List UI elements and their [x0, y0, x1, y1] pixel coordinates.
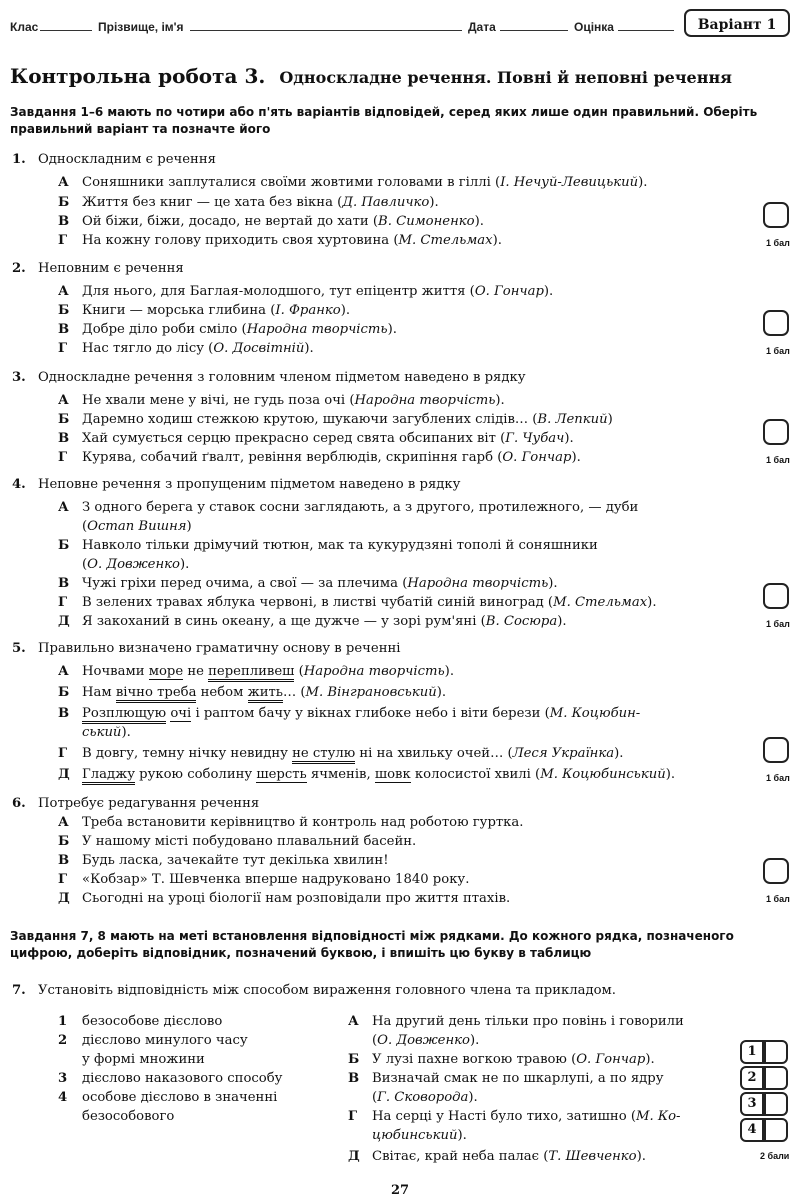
match-right-a-continued: [372, 1033, 479, 1048]
option-author: М. Ко-: [636, 1109, 681, 1124]
option-letter: Г: [58, 595, 68, 610]
page-title: [10, 64, 732, 88]
score-label: 1 бал: [766, 894, 790, 904]
match-number: 2: [58, 1033, 68, 1048]
option-author: Леся Українка: [512, 746, 615, 761]
text-part: Ночвами: [82, 664, 149, 679]
option-author: О. Довженко: [377, 1033, 470, 1048]
option-author: цюбинський: [372, 1128, 458, 1143]
option-2c[interactable]: [58, 322, 397, 337]
option-end: ).: [340, 303, 351, 318]
option-author: М. Коцюбин-: [549, 706, 641, 721]
grade-field[interactable]: [618, 30, 674, 31]
text-part: ячменів,: [306, 767, 375, 782]
option-2d[interactable]: [58, 341, 314, 356]
text-part: колосистої хвилі (: [410, 767, 541, 782]
match-text: безособове дієслово: [82, 1014, 223, 1029]
option-end: ).: [571, 450, 581, 465]
match-text: У лузі пахне вогкою травою (: [372, 1052, 577, 1067]
name-field[interactable]: [190, 30, 462, 31]
option-paren: (: [372, 1033, 378, 1048]
option-letter: Г: [58, 341, 68, 356]
page-number: 27: [390, 1183, 410, 1198]
subject-underline: море: [148, 664, 184, 679]
option-4a[interactable]: [58, 500, 638, 515]
option-letter: Б: [58, 195, 70, 210]
option-1c[interactable]: [58, 214, 484, 229]
match-right-a: [348, 1014, 684, 1029]
question-text: Потребує редагування речення: [38, 796, 260, 811]
text-part: не: [183, 664, 209, 679]
question-5: [12, 641, 401, 656]
option-letter: Б: [58, 834, 70, 849]
question-3: [12, 370, 525, 385]
option-end: ).: [548, 576, 558, 591]
text-part: (: [294, 664, 304, 679]
option-5c[interactable]: [58, 706, 640, 721]
option-text: Будь ласка, зачекайте тут декілька хвилин!: [82, 853, 389, 868]
option-5b[interactable]: [58, 685, 446, 700]
question-number: 6.: [12, 796, 26, 811]
match-left-1: [58, 1014, 222, 1029]
option-3a[interactable]: [58, 393, 505, 408]
option-6a[interactable]: [58, 815, 523, 830]
option-letter: В: [58, 576, 70, 591]
option-text: На кожну голову приходить своя хуртовина (: [82, 233, 399, 248]
match-text: На другий день тільки про повінь і говорили: [372, 1014, 684, 1029]
option-1b[interactable]: [58, 195, 439, 210]
option-letter: Д: [58, 767, 70, 782]
option-author: Г. Чубач: [505, 431, 565, 446]
option-letter: А: [58, 815, 69, 830]
option-4c[interactable]: [58, 576, 558, 591]
match-left-2-continued: у формі множини: [82, 1052, 205, 1067]
predicate-underline: перепливеш: [208, 664, 294, 682]
option-letter: А: [58, 500, 69, 515]
option-end: ).: [474, 214, 484, 229]
match-text: дієслово наказового способу: [82, 1071, 283, 1086]
question-text: Установіть відповідність між способом вираження головного члена та прикладом.: [38, 983, 617, 998]
match-right-d: [348, 1109, 681, 1124]
option-text: Сьогодні на уроці біології нам розповідали про життя птахів.: [82, 891, 511, 906]
option-end: ).: [429, 195, 439, 210]
option-text: Ой біжи, біжи, досадо, не вертай до хати (: [82, 214, 379, 229]
answer-box-6[interactable]: [763, 858, 789, 884]
option-author: В. Лепкий: [537, 412, 608, 427]
option-end: ).: [444, 664, 455, 679]
option-letter: Г: [58, 233, 68, 248]
option-text: Я закоханий в синь океану, а ще дужче — у зорі рум'яні (: [82, 614, 486, 629]
option-text: Курява, собачий ґвалт, ревіння верблюдів, скрипіння гарб (: [82, 450, 503, 465]
option-letter: Г: [58, 872, 68, 887]
option-5a[interactable]: [58, 664, 454, 679]
option-end: ).: [636, 1149, 646, 1164]
question-1: [12, 152, 216, 167]
date-label: Дата: [468, 20, 496, 34]
option-6c[interactable]: [58, 853, 389, 868]
option-letter: В: [58, 706, 70, 721]
question-7: [12, 983, 616, 998]
subject-underline: шерсть: [256, 767, 307, 782]
question-4: [12, 477, 460, 492]
match-right-c-continued: [372, 1090, 478, 1105]
option-end: ).: [492, 233, 502, 248]
score-label: 2 бали: [760, 1151, 790, 1161]
option-end: ).: [304, 341, 314, 356]
option-author: О. Гончар: [576, 1052, 646, 1067]
option-text: «Кобзар» Т. Шевченка вперше надруковано 1840 року.: [82, 872, 470, 887]
option-letter: В: [58, 214, 70, 229]
option-letter: Д: [58, 891, 70, 906]
option-3c[interactable]: [58, 431, 574, 446]
option-text: Хай сумується серцю прекрасно серед свята обсипаних віт (: [82, 431, 506, 446]
answer-box-3[interactable]: [763, 419, 789, 445]
match-left-2: [58, 1033, 248, 1048]
option-end: ): [607, 412, 613, 427]
option-author: М. Вінграновський: [305, 685, 437, 700]
match-number: 4: [58, 1090, 68, 1105]
question-number: 3.: [12, 370, 26, 385]
match-text: Світає, край неба палає (: [372, 1149, 549, 1164]
option-text: Соняшники заплуталися своїми жовтими головами в гіллі (: [82, 175, 501, 190]
match-table-cell-1[interactable]: [764, 1040, 788, 1064]
question-number: 5.: [12, 641, 26, 656]
question-number: 2.: [12, 261, 26, 276]
option-4e[interactable]: [58, 614, 567, 629]
score-label: 1 бал: [766, 238, 790, 248]
question-text: Односкладне речення з головним членом підметом наведено в рядку: [38, 370, 526, 385]
match-letter: В: [348, 1071, 360, 1086]
match-text: особове дієслово в значенні: [82, 1090, 278, 1105]
option-letter: Б: [58, 303, 70, 318]
option-text: Нас тягло до лісу (: [82, 341, 214, 356]
option-author: І. Франко: [275, 303, 341, 318]
option-author: О. Гончар: [502, 450, 572, 465]
match-letter: Б: [348, 1052, 360, 1067]
question-text: Неповним є речення: [38, 261, 184, 276]
option-end: ).: [647, 595, 657, 610]
option-1d[interactable]: [58, 233, 502, 248]
option-end: ).: [564, 431, 574, 446]
option-1a[interactable]: [58, 175, 647, 190]
match-right-c: [348, 1071, 663, 1086]
match-right-e: [348, 1149, 646, 1164]
option-end: ).: [665, 767, 676, 782]
option-text: В зелених травах яблука червоні, в листві чубатій синій виноград (: [82, 595, 554, 610]
option-4a-continued: [82, 519, 192, 534]
match-table-cell-3[interactable]: [764, 1092, 788, 1116]
option-author: В. Симоненко: [378, 214, 475, 229]
option-author: Народна творчість: [246, 322, 388, 337]
class-label: Клас: [10, 20, 39, 34]
option-end: ).: [543, 284, 554, 299]
option-author: О. Довженко: [87, 557, 180, 572]
instructions-1-6: Завдання 1–6 мають по чотири або п'ять варіантів відповідей, серед яких лише один правильний. Оберіть правильний варіант та позначте його: [10, 105, 758, 136]
match-letter: Д: [348, 1149, 360, 1164]
option-2a[interactable]: [58, 284, 553, 299]
option-text: Не хвали мене у вічі, не гудь поза очі (: [82, 393, 355, 408]
question-text: Неповне речення з пропущеним підметом наведено в рядку: [38, 477, 461, 492]
option-letter: В: [58, 431, 70, 446]
option-text: Навколо тільки дрімучий тютюн, мак та кукурудзяні тополі й соняшники: [82, 538, 598, 553]
text-part: рукою соболину: [134, 767, 257, 782]
option-text: Життя без книг — це хата без вікна (: [82, 195, 343, 210]
option-end: ).: [645, 1052, 655, 1067]
option-author: В. Сосюра: [485, 614, 558, 629]
option-4b-continued: [82, 557, 189, 572]
question-2: [12, 261, 184, 276]
title-main: Контрольна робота 3.: [10, 64, 266, 88]
text-part: ні на хвильку очей… (: [355, 746, 513, 761]
option-author: Народна творчість: [354, 393, 496, 408]
option-author: О. Гончар: [474, 284, 544, 299]
match-number: 1: [58, 1014, 68, 1029]
option-5d[interactable]: [58, 746, 623, 761]
match-text: Визначай смак не по шкарлупі, а по ядру: [372, 1071, 664, 1086]
score-label: 1 бал: [766, 619, 790, 629]
option-text: Добре діло роби сміло (: [82, 322, 247, 337]
option-author: М. Коцюбинський: [540, 767, 666, 782]
option-letter: Б: [58, 685, 70, 700]
option-end: ).: [468, 1090, 478, 1105]
option-end: ).: [436, 685, 447, 700]
option-letter: Б: [58, 538, 70, 553]
subject-underline: шовк: [374, 767, 411, 782]
option-author: ський: [82, 725, 122, 740]
option-text: У нашому місті побудовано плавальний басейн.: [82, 834, 417, 849]
score-label: 1 бал: [766, 346, 790, 356]
option-text: Для нього, для Баглая-молодшого, тут епіцентр життя (: [82, 284, 475, 299]
option-author: Народна творчість: [407, 576, 549, 591]
match-text: На серці у Насті було тихо, затишно (: [372, 1109, 637, 1124]
text-part: і раптом бачу у вікнах глибоке небо і віти берези (: [191, 706, 550, 721]
predicate-underline: вічно треба: [116, 685, 197, 703]
predicate-underline: не стулю: [292, 746, 355, 764]
option-paren: (: [372, 1090, 378, 1105]
option-author: О. Досвітній: [213, 341, 305, 356]
option-text: З одного берега у ставок сосни заглядають, а з другого, протилежного, — дуби: [82, 500, 639, 515]
option-letter: А: [58, 664, 69, 679]
match-text: дієслово минулого часу: [82, 1033, 248, 1048]
option-text: Книги — морська глибина (: [82, 303, 276, 318]
answer-box-1[interactable]: [763, 202, 789, 228]
match-letter: А: [348, 1014, 359, 1029]
text-part: Нам: [82, 685, 116, 700]
grade-label: Оцінка: [574, 20, 614, 34]
variant-badge: Варіант 1: [684, 9, 790, 37]
name-label: Прізвище, ім'я: [98, 20, 184, 34]
question-6: [12, 796, 259, 811]
option-end: ): [186, 519, 192, 534]
option-end: ).: [638, 175, 648, 190]
title-sub: Односкладне речення. Повні й неповні речення: [279, 68, 732, 87]
score-label: 1 бал: [766, 455, 790, 465]
match-table-number-3: 3: [740, 1092, 764, 1116]
option-4d[interactable]: [58, 595, 657, 610]
option-4b[interactable]: [58, 538, 598, 553]
question-text: Правильно визначено граматичну основу в реченні: [38, 641, 401, 656]
option-5e[interactable]: [58, 767, 675, 782]
option-text: Чужі гріхи перед очима, а свої — за плечима (: [82, 576, 408, 591]
option-6d[interactable]: [58, 872, 469, 887]
option-author: Г. Сковорода: [377, 1090, 469, 1105]
question-number: 4.: [12, 477, 26, 492]
answer-box-5[interactable]: [763, 737, 789, 763]
match-table-number-2: 2: [740, 1066, 764, 1090]
option-2b[interactable]: [58, 303, 350, 318]
predicate-underline: жить: [248, 685, 283, 703]
option-letter: Д: [58, 614, 70, 629]
score-label: 1 бал: [766, 773, 790, 783]
question-number: 7.: [12, 983, 26, 998]
option-author: Т. Шевченко: [548, 1149, 637, 1164]
option-author: Д. Павличко: [342, 195, 430, 210]
option-author: Остап Вишня: [87, 519, 187, 534]
option-letter: А: [58, 393, 69, 408]
match-right-d-continued: [372, 1128, 467, 1143]
option-end: ).: [614, 746, 624, 761]
option-end: ).: [557, 614, 567, 629]
option-letter: Г: [58, 746, 68, 761]
option-paren: (: [82, 519, 88, 534]
option-end: ).: [179, 557, 190, 572]
match-table-cell-2[interactable]: [764, 1066, 788, 1090]
option-end: ).: [121, 725, 131, 740]
match-left-4: [58, 1090, 277, 1105]
option-3d[interactable]: [58, 450, 581, 465]
option-letter: А: [58, 175, 69, 190]
option-6b[interactable]: [58, 834, 416, 849]
predicate-underline: Розплющую: [82, 706, 166, 724]
option-letter: Г: [58, 450, 68, 465]
option-text: Даремно ходиш стежкою крутою, шукаючи загублених слідів… (: [82, 412, 538, 427]
option-6e[interactable]: [58, 891, 510, 906]
match-table-cell-4[interactable]: [764, 1118, 788, 1142]
match-letter: Г: [348, 1109, 358, 1124]
option-end: ).: [469, 1033, 480, 1048]
option-letter: А: [58, 284, 69, 299]
text-part: … (: [282, 685, 306, 700]
predicate-underline: Гладжу: [82, 767, 135, 785]
option-paren: (: [82, 557, 88, 572]
option-end: ).: [495, 393, 505, 408]
option-letter: В: [58, 322, 70, 337]
text-part: В довгу, темну нічку невидну: [82, 746, 293, 761]
match-left-4-continued: безособового: [82, 1109, 175, 1124]
option-author: М. Стельмах: [398, 233, 493, 248]
match-number: 3: [58, 1071, 68, 1086]
match-table-number-1: 1: [740, 1040, 764, 1064]
answer-box-2[interactable]: [763, 310, 789, 336]
question-number: 1.: [12, 152, 26, 167]
option-end: ).: [387, 322, 397, 337]
match-left-3: [58, 1071, 282, 1086]
text-part: небом: [196, 685, 248, 700]
match-right-b: [348, 1052, 655, 1067]
option-author: Народна творчість: [303, 664, 445, 679]
class-field[interactable]: [40, 30, 92, 31]
answer-box-4[interactable]: [763, 583, 789, 609]
option-end: ).: [457, 1128, 467, 1143]
question-text: Односкладним є речення: [38, 152, 216, 167]
option-letter: Б: [58, 412, 70, 427]
option-author: М. Стельмах: [553, 595, 648, 610]
option-author: І. Нечуй-Левицький: [500, 175, 639, 190]
match-table-number-4: 4: [740, 1118, 764, 1142]
subject-underline: очі: [170, 706, 192, 721]
date-field[interactable]: [500, 30, 568, 31]
option-5c-continued: [82, 725, 131, 740]
option-3b[interactable]: [58, 412, 613, 427]
option-text: Треба встановити керівництво й контроль над роботою гуртка.: [82, 815, 524, 830]
option-letter: В: [58, 853, 70, 868]
instructions-7-8: Завдання 7, 8 мають на меті встановлення відповідності між рядками. До кожного рядка, позначеного цифрою, доберіть відповідник, позначений буквою, і впишіть цю букву в таблицю: [10, 929, 734, 960]
